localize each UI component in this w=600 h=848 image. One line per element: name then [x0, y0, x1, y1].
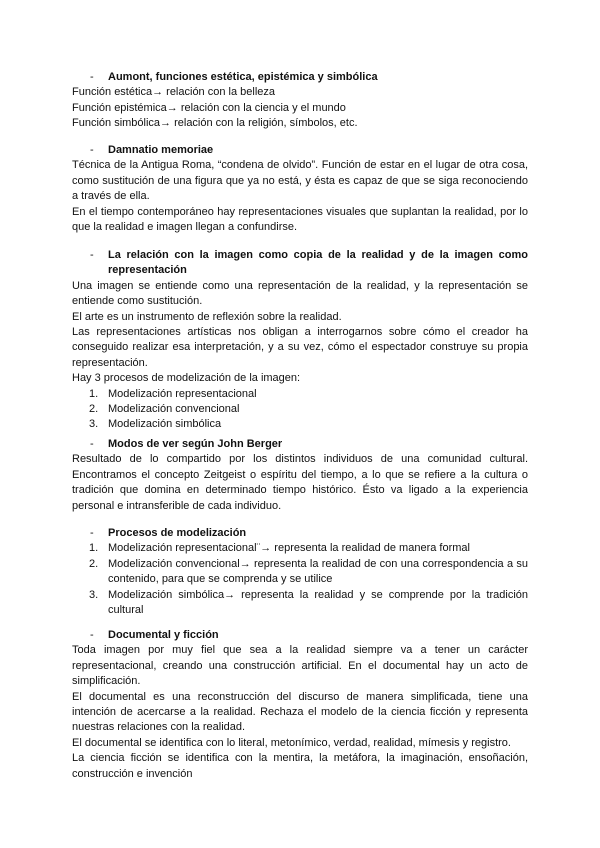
- numbered-list: [72, 541, 528, 618]
- section-damnatio: [72, 143, 528, 235]
- list-number: 1.: [89, 387, 99, 400]
- list-number: 3.: [89, 588, 99, 601]
- numbered-list: [72, 387, 528, 433]
- paragraph: Toda imagen por muy fiel que sea a la realidad siempre va a tener un carácter representacional, creando una construcción artificial. En el documental hay un acto de simplificación.: [72, 644, 528, 688]
- list-text: Modelización representacional: [108, 387, 257, 400]
- paragraph: Una imagen se entiende como una representación de la realidad, y la representación se entiende como sustitución.: [72, 279, 528, 308]
- list-text: Modelización simbólica: [108, 418, 222, 431]
- heading-text: Documental y ficción: [108, 629, 219, 641]
- list-text: Modelización convencional→ representa la realidad de con una correspondencia a su contenido, para que se comprenda y se utilice: [108, 557, 528, 586]
- paragraph: Función epistémica→ relación con la ciencia y el mundo: [72, 101, 346, 114]
- list-number: 3.: [89, 418, 99, 431]
- heading-text: Damnatio memoriae: [108, 144, 214, 156]
- paragraph: Función simbólica→ relación con la religión, símbolos, etc.: [72, 117, 358, 130]
- section-relacion: [72, 248, 528, 433]
- section-heading: [72, 70, 528, 85]
- paragraph: En el tiempo contemporáneo hay representaciones visuales que suplantan la realidad, por lo que la realidad e imagen llegan a confundirse.: [72, 205, 528, 234]
- heading-text: Modos de ver según John Berger: [108, 438, 283, 450]
- list-item: [72, 557, 528, 588]
- section-heading: [72, 248, 528, 279]
- heading-text: Aumont, funciones estética, epistémica y simbólica: [108, 71, 378, 83]
- bullet-dash: -: [90, 144, 94, 156]
- list-item: [72, 387, 528, 402]
- list-text: Modelización simbólica→ representa la realidad y se comprende por la tradición cultural: [108, 588, 528, 617]
- paragraph: Las representaciones artísticas nos obligan a interrogarnos sobre cómo el creador ha conseguido realizar esa interpretación, y a su vez, cómo el espectador construye su propia representación.: [72, 326, 528, 369]
- paragraph: Función estética→ relación con la belleza: [72, 86, 276, 99]
- list-number: 1.: [89, 542, 99, 555]
- list-text: Modelización representacional¨→ representa la realidad de manera formal: [108, 542, 470, 555]
- list-item: [72, 417, 528, 432]
- section-heading: [72, 526, 528, 541]
- section-heading: [72, 628, 528, 643]
- heading-text: Procesos de modelización: [108, 527, 247, 539]
- paragraph: El documental se identifica con lo literal, metonímico, verdad, realidad, mímesis y registro.: [72, 736, 511, 749]
- list-item: [72, 588, 528, 619]
- bullet-dash: -: [90, 527, 94, 539]
- section-aumont: [72, 70, 528, 132]
- paragraph: Técnica de la Antigua Roma, “condena de olvido”. Función de estar en el lugar de otra cosa, como sustitución de una figura que ya no está, y ésta es capaz de que se siga reconociendo a través de ella.: [72, 159, 528, 203]
- bullet-dash: -: [90, 438, 94, 450]
- paragraph: Hay 3 procesos de modelización de la imagen:: [72, 372, 301, 385]
- paragraph: El arte es un instrumento de reflexión sobre la realidad.: [72, 310, 342, 323]
- list-number: 2.: [89, 403, 99, 416]
- section-berger: [72, 437, 528, 514]
- list-item: [72, 541, 528, 556]
- heading-text: La relación con la imagen como copia de la realidad y de la imagen como representación: [108, 249, 528, 277]
- list-text: Modelización convencional: [108, 403, 240, 416]
- bullet-dash: -: [90, 71, 94, 83]
- list-item: [72, 402, 528, 417]
- paragraph: Resultado de lo compartido por los distintos individuos de una comunidad cultural. Encontramos el concepto Zeitgeist o espíritu del tiempo, a lo que se refiere a la cultura o tradición que domina en determinado tiempo histórico. Ésto va ligado a la experiencia personal e intransferible de cada individuo.: [72, 453, 528, 512]
- bullet-dash: -: [90, 629, 94, 641]
- bullet-dash: -: [90, 249, 94, 261]
- paragraph: El documental es una reconstrucción del discurso de manera simplificada, tiene una intención de acercarse a la realidad. Rechaza el modelo de la ciencia ficción y representa nuestras relaciones con la realidad.: [72, 690, 528, 734]
- section-documental: [72, 628, 528, 782]
- section-procesos: [72, 526, 528, 618]
- list-number: 2.: [89, 557, 99, 570]
- section-heading: [72, 437, 528, 452]
- paragraph: La ciencia ficción se identifica con la mentira, la metáfora, la imaginación, ensoñación, construcción e invención: [72, 752, 528, 780]
- section-heading: [72, 143, 528, 158]
